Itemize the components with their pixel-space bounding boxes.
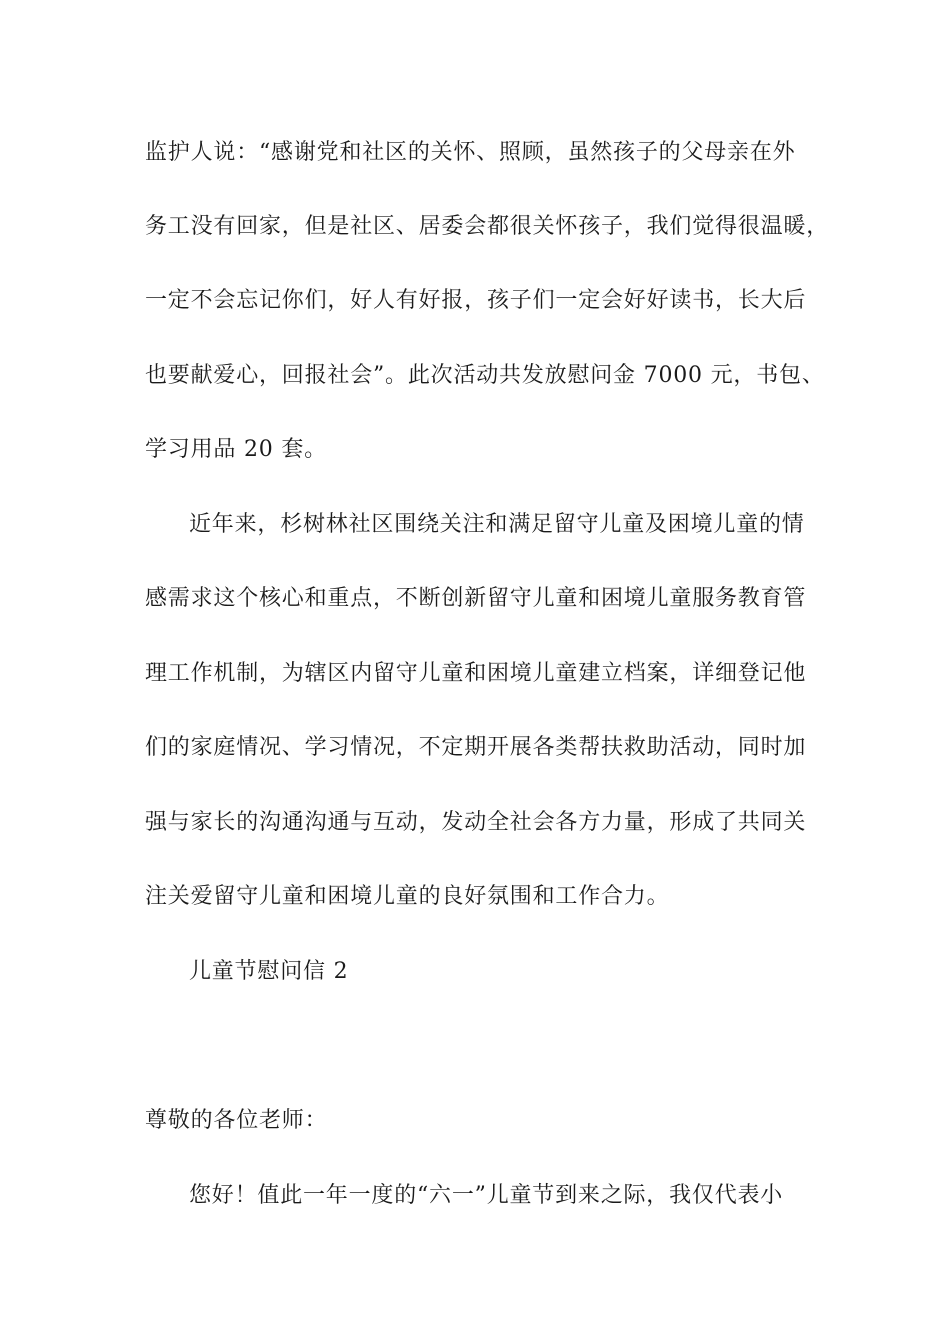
text-line-6: 近年来，杉树林社区围绕关注和满足留守儿童及困境儿童的情 (189, 512, 805, 537)
text-line-2: 务工没有回家，但是社区、居委会都很关怀孩子，我们觉得很温暖， (145, 214, 830, 239)
text-line-10: 强与家长的沟通沟通与互动，发动全社会各方力量，形成了共同关 (145, 810, 807, 835)
text-line-11: 注关爱留守儿童和困境儿童的良好氛围和工作合力。 (145, 884, 670, 909)
text-line-9: 们的家庭情况、学习情况，不定期开展各类帮扶救助活动，同时加 (145, 735, 807, 760)
text-line-4: 也要献爱心，回报社会”。此次活动共发放慰问金 7000 元，书包、 (145, 363, 825, 388)
text-line-5: 学习用品 20 套。 (145, 437, 327, 462)
text-line-7: 感需求这个核心和重点，不断创新留守儿童和困境儿童服务教育管 (145, 586, 807, 611)
text-line-14: 您好！值此一年一度的“六一”儿童节到来之际，我仅代表小 (189, 1183, 784, 1208)
text-line-1: 监护人说：“感谢党和社区的关怀、照顾，虽然孩子的父母亲在外 (145, 140, 796, 165)
text-line-8: 理工作机制，为辖区内留守儿童和困境儿童建立档案，详细登记他 (145, 661, 807, 686)
section-heading: 儿童节慰问信 2 (189, 959, 349, 984)
salutation: 尊敬的各位老师： (145, 1108, 328, 1133)
text-line-3: 一定不会忘记你们，好人有好报，孩子们一定会好好读书，长大后 (145, 288, 807, 313)
